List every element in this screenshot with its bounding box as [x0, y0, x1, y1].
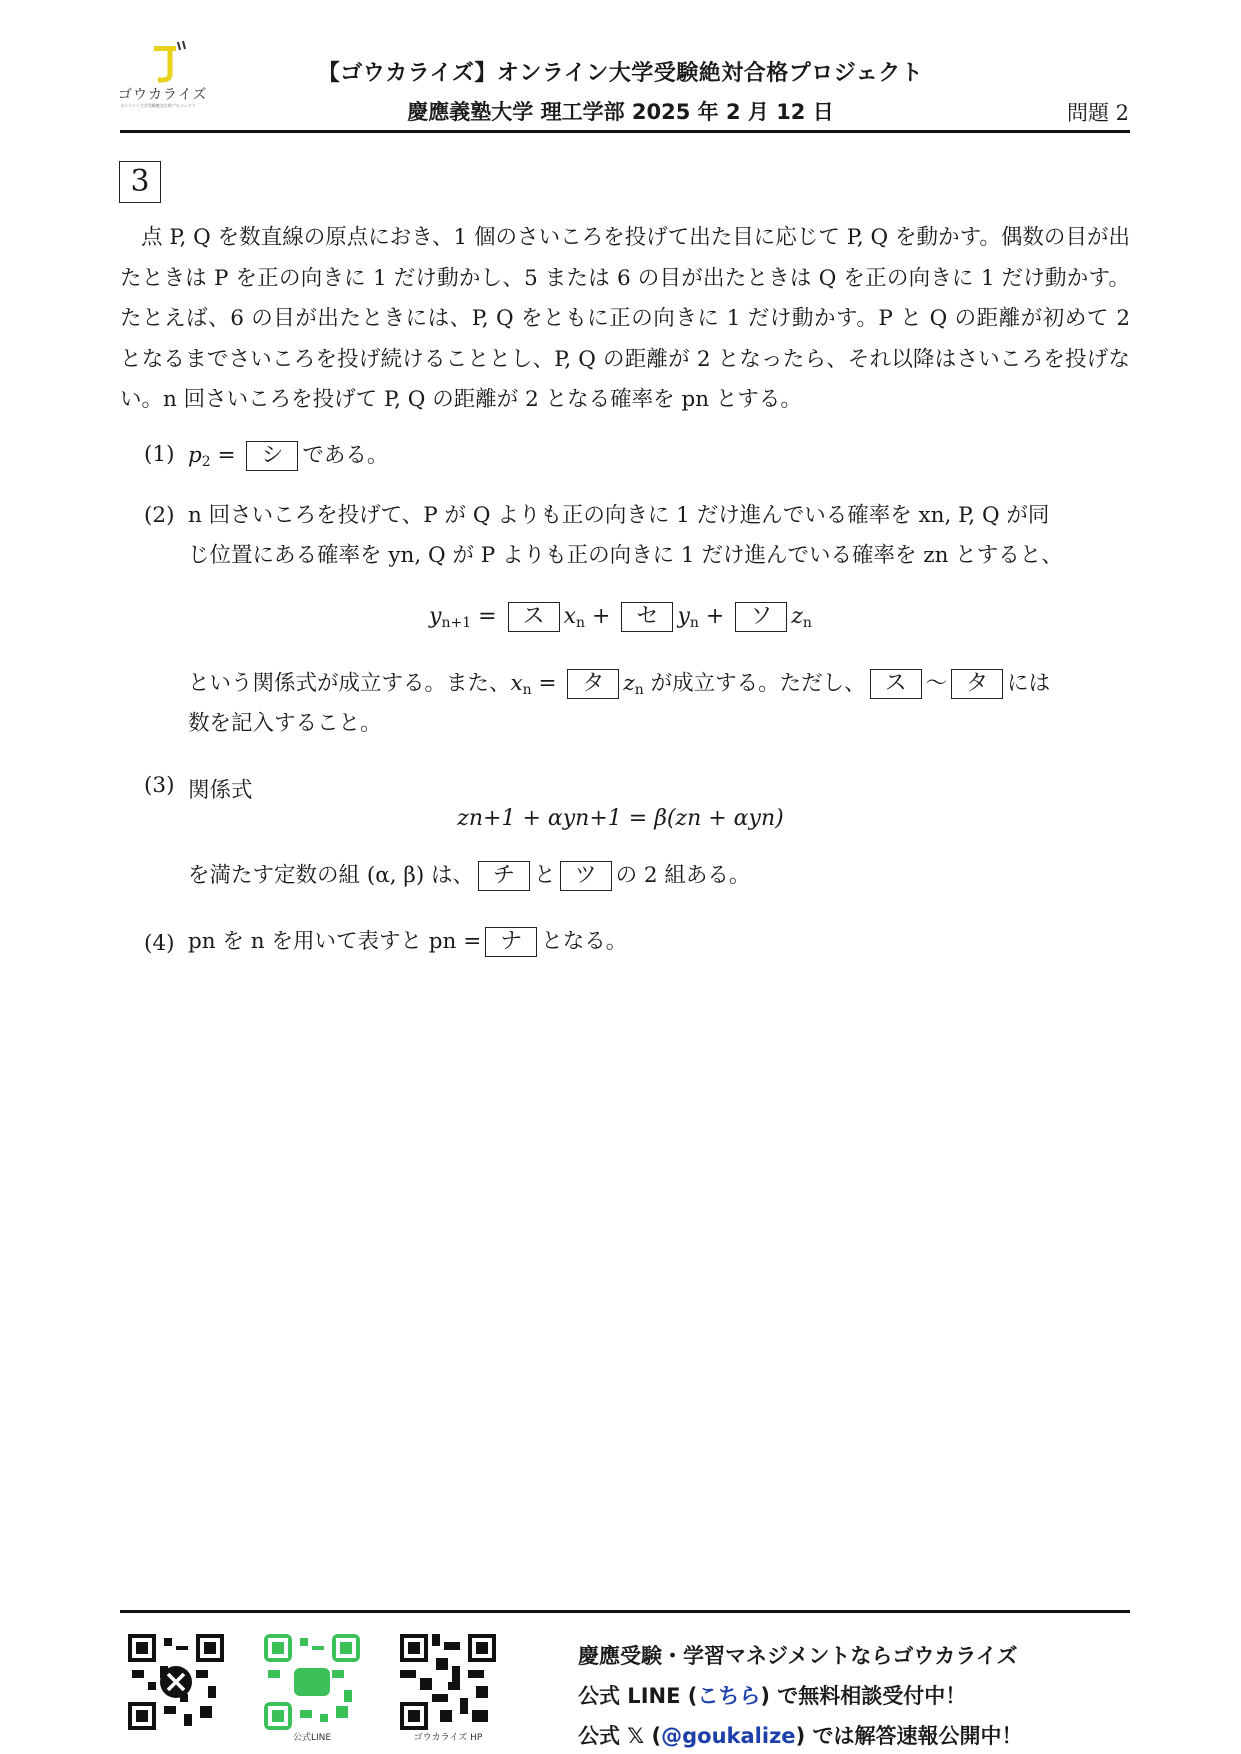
answer-box-shi[interactable]: シ [246, 441, 298, 471]
q4-number: (4) [144, 931, 175, 956]
q3-label: 関係式 [188, 778, 253, 803]
answer-box-su[interactable]: ス [508, 602, 560, 632]
qr-line-icon[interactable] [264, 1634, 360, 1730]
q3-to: と [534, 863, 556, 888]
q1-eq: = [210, 443, 243, 468]
q1-number: (1) [144, 442, 175, 467]
q4-text-a: pn を n を用いて表すと pn = [188, 929, 482, 954]
q2-line4: 数を記入すること。 [188, 711, 382, 736]
q2-eq: = [531, 671, 564, 696]
range-box-ta: タ [951, 669, 1003, 699]
eq-sign: = [471, 604, 504, 629]
header-title: 【ゴウカライズ】オンライン大学受験絶対合格プロジェクト [317, 61, 924, 86]
q4-line [188, 924, 627, 957]
q2-line3-a: という関係式が成立する。また、 [188, 671, 511, 696]
q1-line [188, 438, 388, 471]
q4-text-b: となる。 [541, 929, 628, 954]
footer-line2 [578, 1680, 966, 1710]
qr-hp-icon[interactable] [400, 1634, 496, 1730]
answer-box-se[interactable]: セ [621, 602, 673, 632]
footer-line1: 慶應受験・学習マネジメントならゴウカライズ [578, 1644, 1018, 1668]
eq-x-sub: n [575, 615, 586, 631]
q2-line3-c: には [1007, 671, 1051, 696]
q2-z: z [623, 671, 635, 696]
problem-number: 3 [119, 161, 161, 203]
q2-line2: じ位置にある確率を yn, Q が P よりも正の向きに 1 だけ進んでいる確率を zn とすると、 [188, 543, 1063, 568]
eq-z-sub: n [802, 615, 812, 631]
q3-line [188, 858, 750, 891]
q2-line1: n 回さいころを投げて、P が Q よりも正の向きに 1 だけ進んでいる確率を xn, P, Q が同 [188, 503, 1050, 528]
q2-x: x [510, 671, 523, 696]
eq-x: x [563, 604, 576, 629]
x-link[interactable]: @goukalize [661, 1724, 796, 1748]
qr-line-label: 公式LINE [292, 1733, 332, 1743]
problem-statement: 点 P, Q を数直線の原点におき、1 個のさいころを投げて出た目に応じて P, Q を動かす。偶数の目が出たときは P を正の向きに 1 だけ動かし、5 または 6 の目が出たときは Q を正の向きに 1 だけ動かす。たとえば、6 の目が出たときには、P, Q をともに正の向きに 1 だけ動かす。P と Q の距離が初めて 2 となるまでさいころを投げ続けることとし、P, Q の距離が 2 となったら、それ以降はさいころを投げない。n 回さいころを投げて P, Q の距離が 2 となる確率を pn とする。 [120, 225, 1130, 412]
q3-number: (3) [144, 773, 175, 798]
logo-text: ゴウカライズ [118, 87, 208, 103]
eq-lhs-y: y [429, 604, 442, 629]
footer-line2-b: ) で無料相談受付中！ [760, 1684, 967, 1708]
q3-equation: zn+1 + αyn+1 = β(zn + αyn) [457, 806, 784, 831]
footer-line3-b: ) では解答速報公開中！ [795, 1724, 1023, 1748]
tilde: 〜 [925, 671, 948, 696]
range-box-su: ス [870, 669, 922, 699]
header-subtitle: 慶應義塾大学 理工学部 2025 年 2 月 12 日 [407, 100, 834, 124]
q2-number: (2) [144, 503, 175, 528]
q2-equation [0, 602, 1241, 632]
eq-z: z [791, 604, 803, 629]
line-link[interactable]: こちら [697, 1684, 761, 1708]
answer-box-ta[interactable]: タ [567, 669, 619, 699]
eq-lhs-sub: n+1 [441, 615, 472, 631]
footer-line3 [578, 1720, 1022, 1750]
answer-box-so[interactable]: ソ [735, 602, 787, 632]
eq-y: y [677, 604, 690, 629]
eq-y-sub: n [689, 615, 699, 631]
q3-text-b: の 2 組ある。 [615, 863, 751, 888]
q1-tail: である。 [302, 443, 389, 468]
logo-subtext: オンライン大学受験絶対合格プロジェクト [120, 103, 196, 108]
eq-plus-2: + [698, 604, 732, 629]
q2-x-sub: n [522, 682, 532, 698]
answer-box-na[interactable]: ナ [485, 927, 537, 957]
q1-lhs-sub: 2 [201, 454, 211, 470]
answer-box-tsu[interactable]: ツ [560, 861, 612, 891]
qr-hp-label: ゴウカライズ HP [413, 1733, 483, 1743]
header-rule [120, 130, 1130, 133]
footer-line3-a: 公式 𝕏 ( [578, 1724, 662, 1748]
q3-text-a: を満たす定数の組 (α, β) は、 [188, 863, 475, 888]
eq-plus-1: + [585, 604, 618, 629]
answer-box-chi[interactable]: チ [478, 861, 530, 891]
q1-lhs: p [188, 443, 202, 468]
qr-x-icon[interactable] [128, 1634, 224, 1730]
problem-label: 問題 2 [1066, 101, 1129, 125]
q2-line3 [188, 666, 1050, 699]
q2-z-sub: n [634, 682, 644, 698]
q2-line3-b: が成立する。ただし、 [643, 671, 866, 696]
footer-rule [120, 1610, 1130, 1613]
footer-line2-a: 公式 LINE ( [578, 1684, 698, 1708]
